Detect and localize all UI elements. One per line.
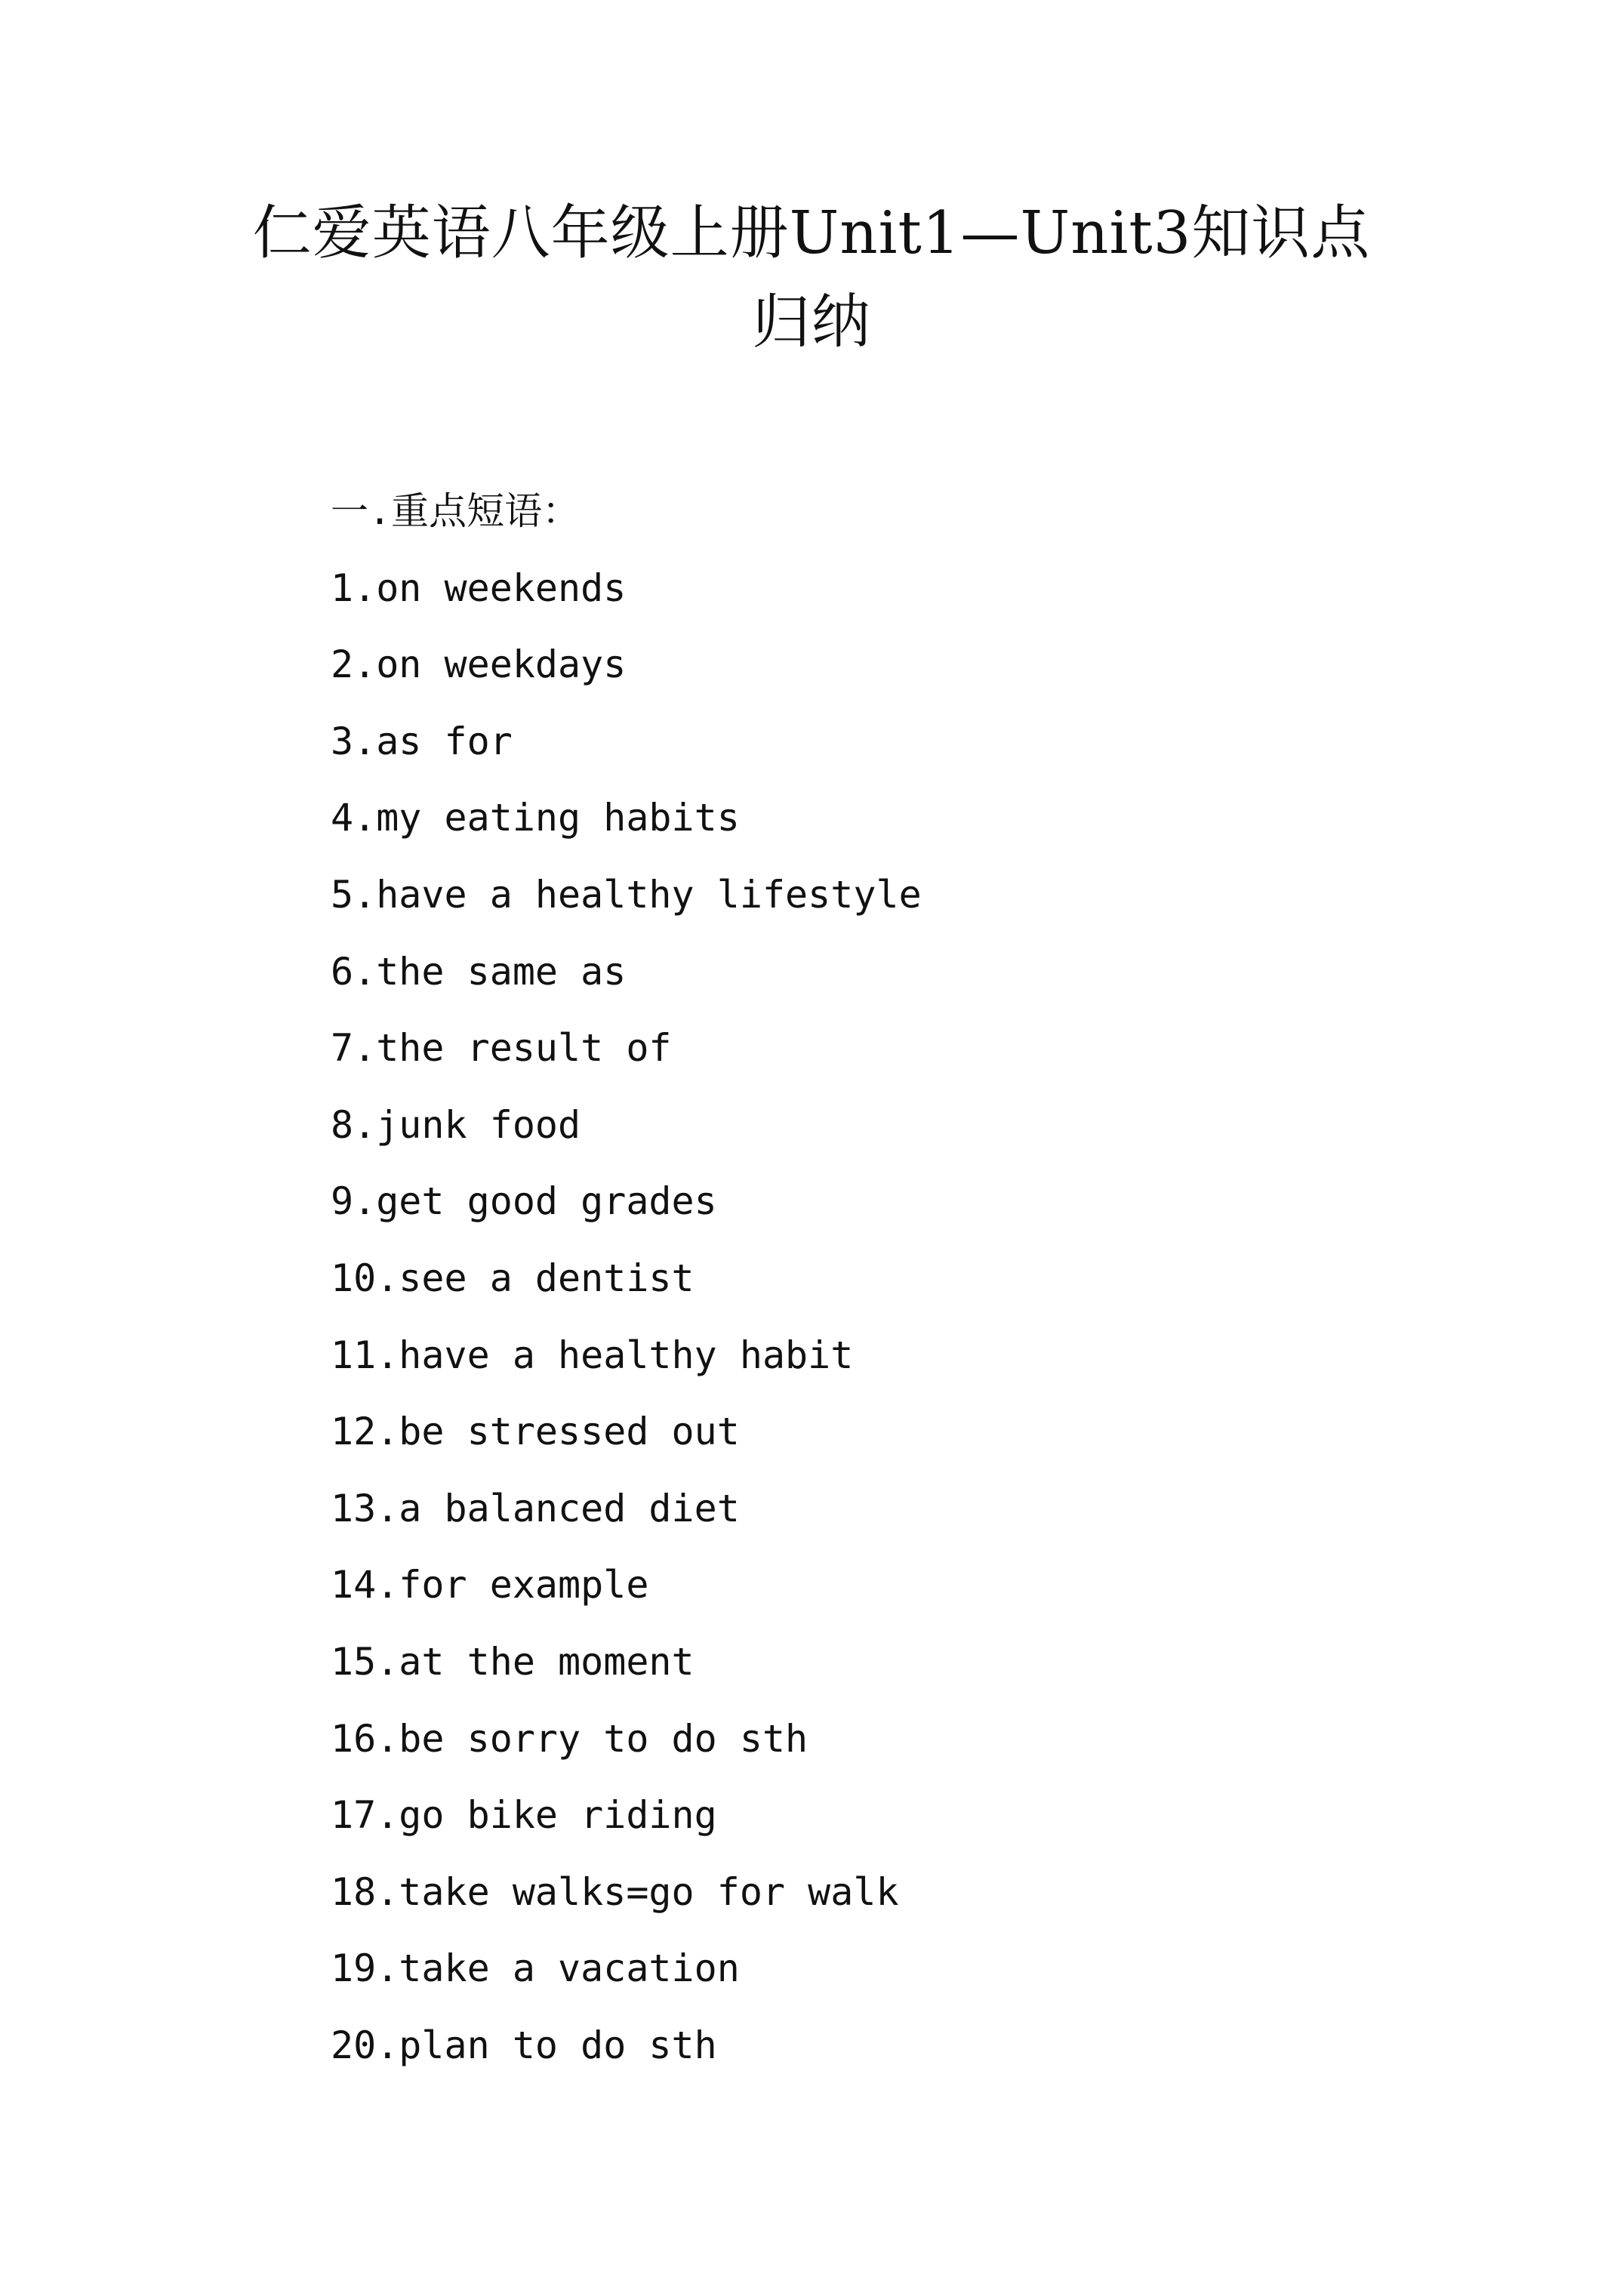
list-item: 16.be sorry to do sth [331, 1716, 808, 1761]
list-item: 9.get good grades [331, 1179, 717, 1224]
phrase-list [331, 550, 1463, 2085]
title-line-1: 仁爱英语八年级上册Unit1—Unit3知识点 [252, 199, 1371, 267]
list-item: 18.take walks=go for walk [331, 1869, 899, 1914]
list-item: 10.see a dentist [331, 1256, 694, 1300]
list-item: 11.have a healthy habit [331, 1333, 854, 1377]
section-heading: 一.重点短语： [331, 489, 581, 533]
title-line-2: 归纳 [751, 288, 871, 356]
list-item: 17.go bike riding [331, 1793, 717, 1838]
list-item: 8.junk food [331, 1102, 581, 1147]
list-item: 13.a balanced diet [331, 1486, 740, 1530]
list-item: 2.on weekdays [331, 643, 627, 687]
list-item: 14.for example [331, 1563, 649, 1607]
list-item: 19.take a vacation [331, 1946, 740, 1991]
list-item: 12.be stressed out [331, 1410, 740, 1454]
list-item: 1.on weekends [331, 566, 627, 610]
list-item: 5.have a healthy lifestyle [331, 872, 922, 917]
list-item: 20.plan to do sth [331, 2023, 717, 2067]
list-item: 3.as for [331, 719, 513, 763]
list-item: 15.at the moment [331, 1639, 694, 1684]
list-item: 6.the same as [331, 949, 627, 994]
document-title [151, 189, 1472, 367]
list-item: 7.the result of [331, 1026, 672, 1071]
list-item: 4.my eating habits [331, 796, 740, 840]
document-content [331, 473, 1463, 2084]
